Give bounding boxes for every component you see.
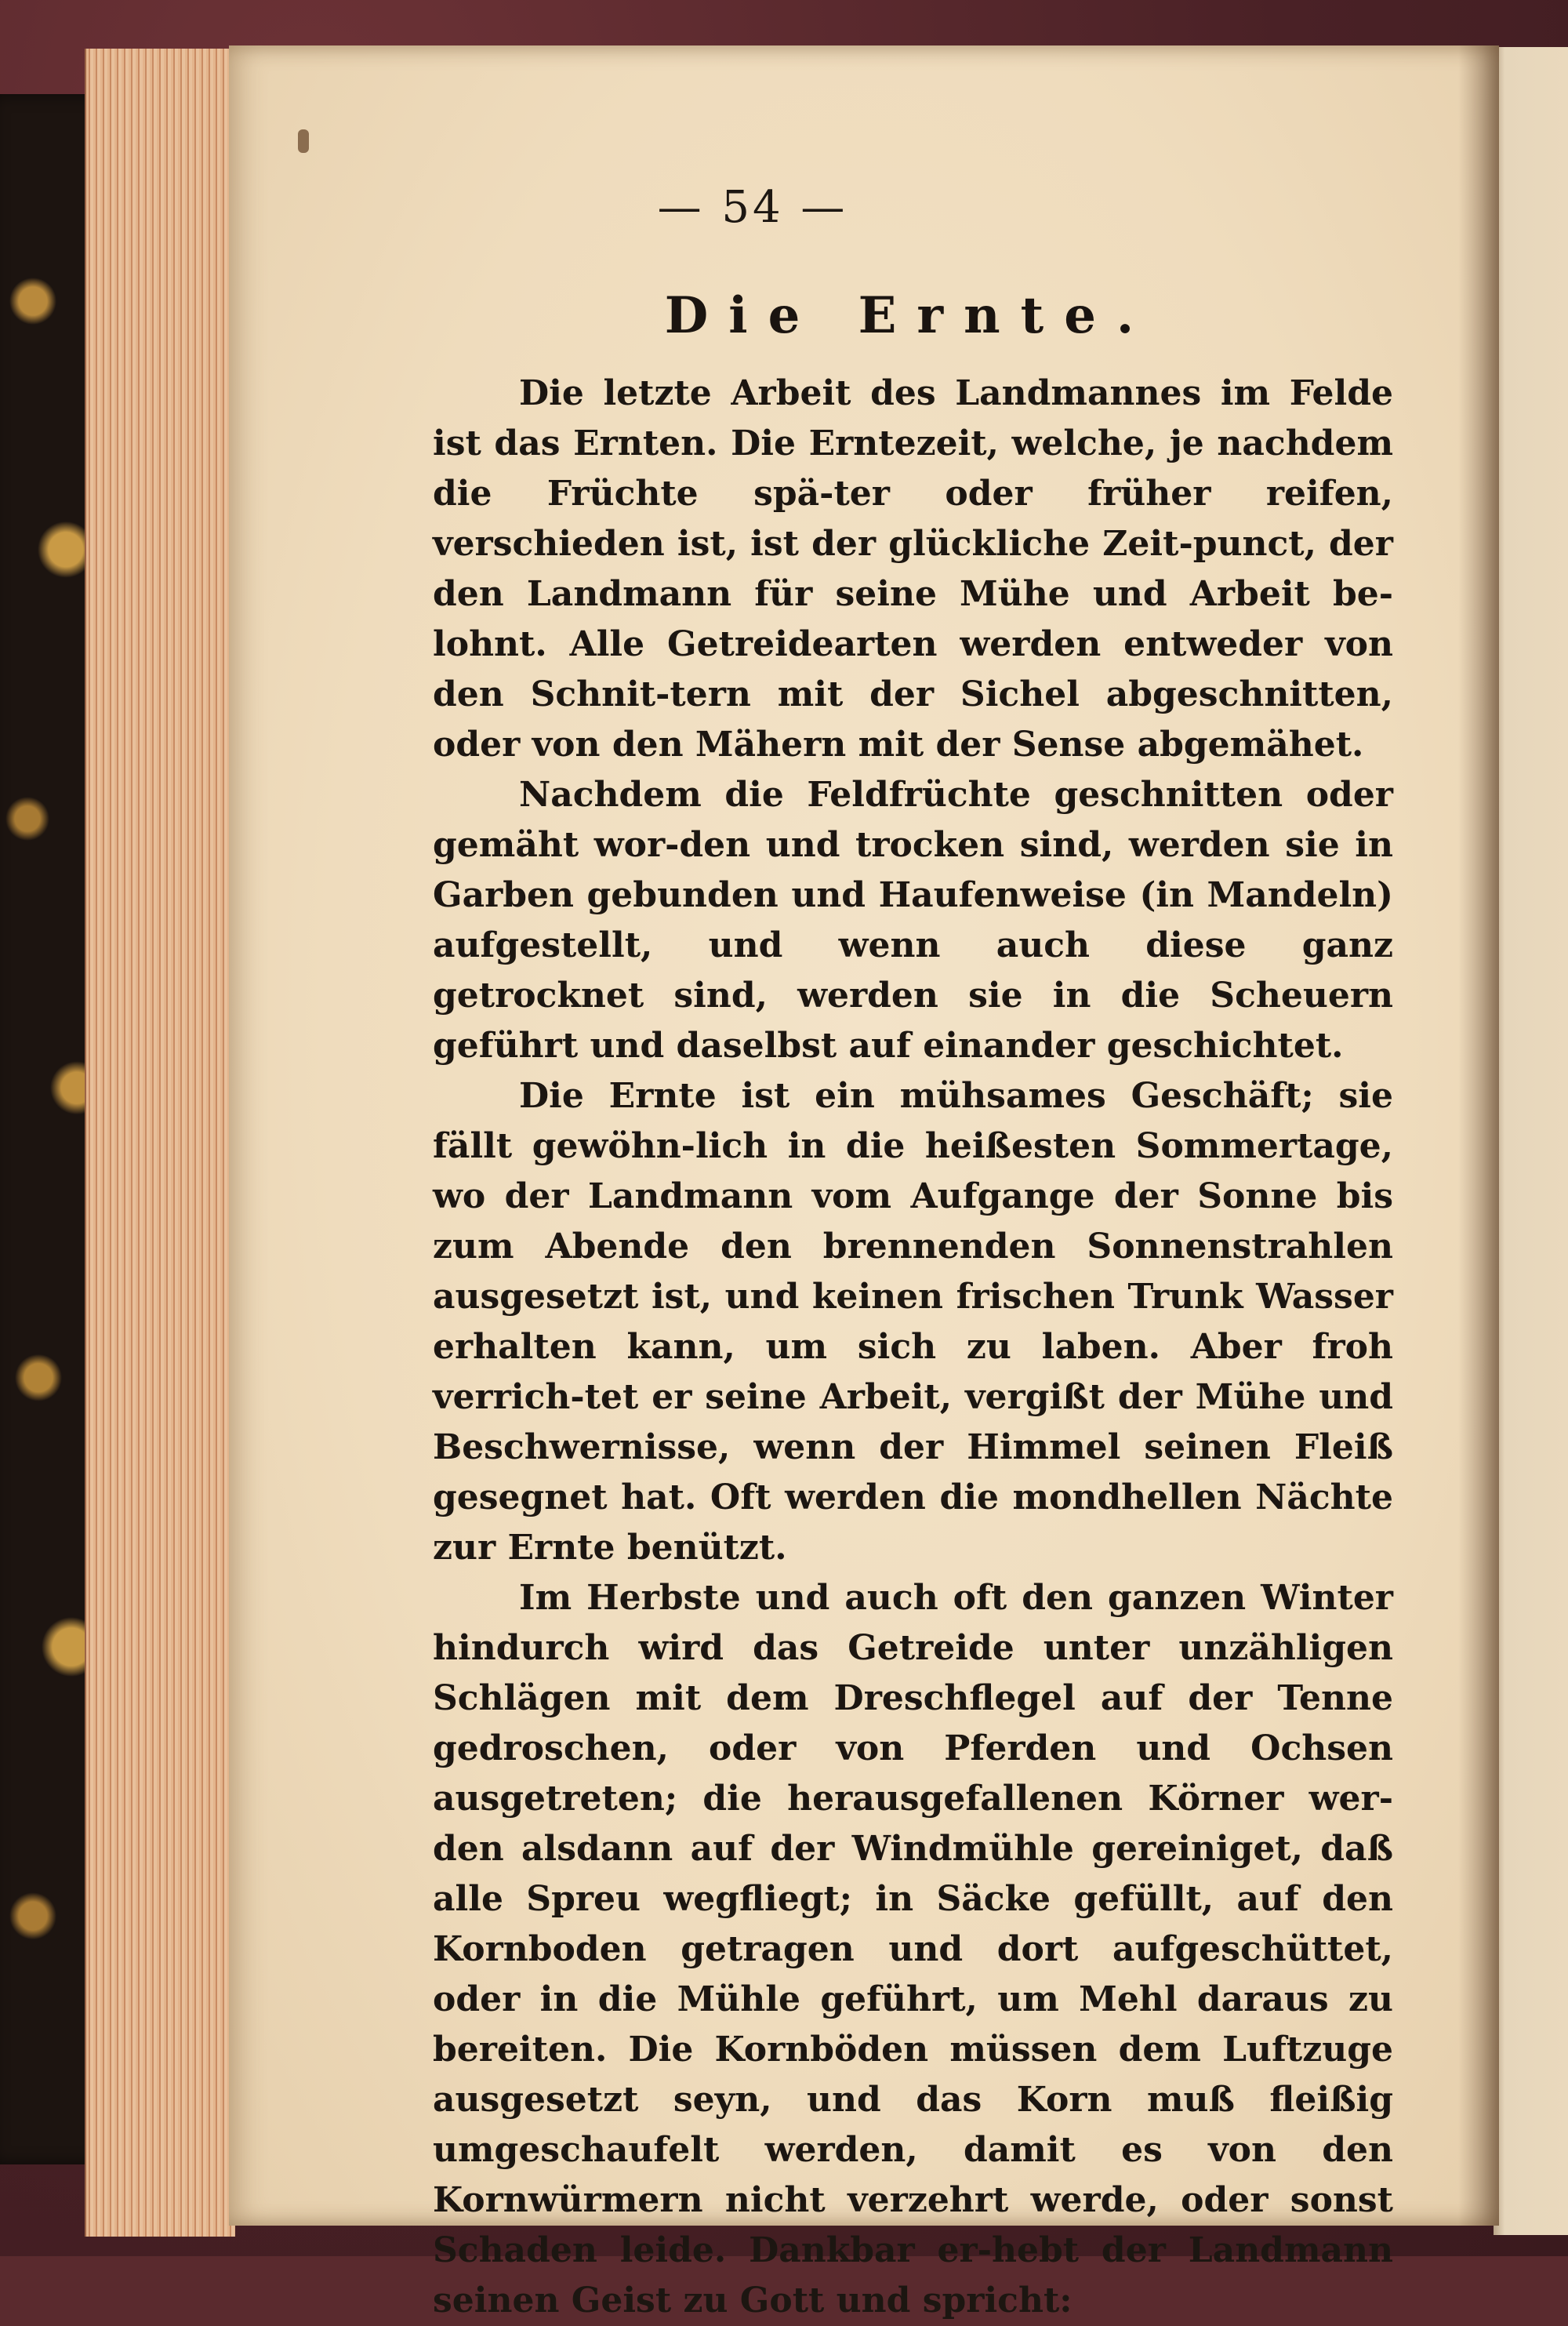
paragraph-1: Die letzte Arbeit des Landmannes im Felde ist das Ernten. Die Erntezeit, welche, je nachdem die Früchte spä-ter oder früher reifen, verschieden ist, ist der glückliche Zeit-punct, der den Landmann für seine Mühe und Arbeit be-lohnt. Alle Getreidearten werden entweder von den Schnit-tern mit der Sichel abgeschnitten, oder von den Mähern mit der Sense abgemähet. bbox=[433, 373, 1393, 765]
page-mark bbox=[298, 129, 309, 153]
paragraph-4: Im Herbste und auch oft den ganzen Winter hindurch wird das Getreide unter unzähligen Schlägen mit dem Dreschflegel auf der Tenne gedroschen, oder von Pferden und Ochsen ausgetreten; die herausgefallenen Körner wer-den alsdann auf der Windmühle gereiniget, daß alle Spreu wegfliegt; in Säcke gefüllt, auf den Kornboden getragen und dort aufgeschüttet, oder in die Mühle geführt, um Mehl daraus zu bereiten. Die Kornböden müssen dem Luftzuge ausgesetzt seyn, und das Korn muß fleißig umgeschaufelt werden, damit es von den Kornwürmern nicht verzehrt werde, oder sonst Schaden leide. Dankbar er-hebt der Landmann seinen Geist zu Gott und spricht: bbox=[433, 1578, 1393, 2321]
page-title: Die Ernte. bbox=[664, 286, 1155, 345]
page-fore-edge bbox=[85, 49, 235, 2237]
paragraph-3: Die Ernte ist ein mühsames Geschäft; sie fällt gewöhn-lich in die heißesten Sommertage, wo der Landmann vom Aufgange der Sonne bis zum Abende den brennenden Sonnenstrahlen ausgesetzt ist, und keinen frischen Trunk Wasser erhalten kann, um sich zu laben. Aber froh verrich-tet er seine Arbeit, vergißt der Mühe und Beschwernisse, wenn der Himmel seinen Fleiß gesegnet hat. Oft werden die mondhellen Nächte zur Ernte benützt. bbox=[433, 1076, 1393, 1568]
facing-page-edge bbox=[1494, 47, 1568, 2235]
page-number: — 54 — bbox=[657, 182, 848, 233]
paragraph-2: Nachdem die Feldfrüchte geschnitten oder gemäht wor-den und trocken sind, werden sie in Garben gebunden und Haufenweise (in Mandeln) aufgestellt, und wenn auch diese ganz getrocknet sind, werden sie in die Scheuern geführt und daselbst auf einander geschichtet. bbox=[433, 775, 1393, 1066]
body-text bbox=[433, 369, 1393, 2326]
gutter-shadow bbox=[1458, 45, 1499, 2226]
